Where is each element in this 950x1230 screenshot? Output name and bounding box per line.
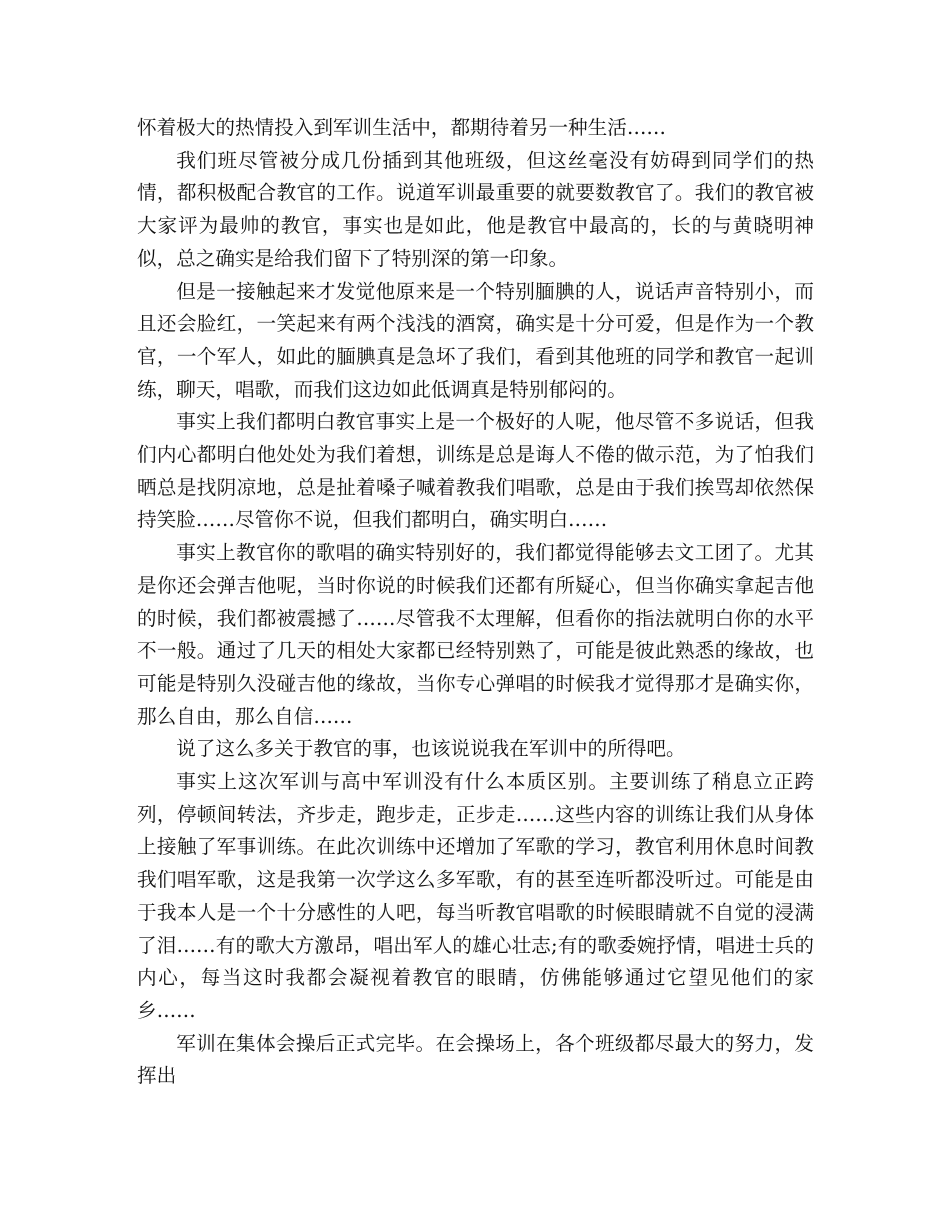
paragraph: 说了这么多关于教官的事，也该说说我在军训中的所得吧。 (176, 737, 686, 761)
paragraph: 事实上我们都明白教官事实上是一个极好的人呢，他尽管不多说话，但我们内心都明白他处处为我们着想，训练是总是诲人不倦的做示范，为了怕我们晒总是找阴凉地，总是扯着嗓子喊着教我们唱歌，总是由于我们挨骂却依然保持笑脸……尽管你不说，但我们都明白，确实明白…… (137, 410, 814, 532)
paragraph: 我们班尽管被分成几份插到其他班级，但这丝毫没有妨碍到同学们的热情，都积极配合教官的工作。说道军训最重要的就要数教官了。我们的教官被大家评为最帅的教官，事实也是如此，他是教官中最高的，长的与黄晓明神似，总之确实是给我们留下了特别深的第一印象。 (137, 148, 814, 270)
paragraph: 事实上这次军训与高中军训没有什么本质区别。主要训练了稍息立正跨列，停顿间转法，齐步走，跑步走，正步走……这些内容的训练让我们从身体上接触了军事训练。在此次训练中还增加了军歌的学习，教官利用休息时间教我们唱军歌，这是我第一次学这么多军歌，有的甚至连听都没听过。可能是由于我本人是一个十分感性的人吧，每当听教官唱歌的时候眼睛就不自觉的浸满了泪……有的歌大方激昂，唱出军人的雄心壮志;有的歌委婉抒情，唱进士兵的内心，每当这时我都会凝视着教官的眼睛，仿佛能够通过它望见他们的家乡…… (137, 770, 814, 1022)
paragraph: 事实上教官你的歌唱的确实特别好的，我们都觉得能够去文工团了。尤其是你还会弹吉他呢，当时你说的时候我们还都有所疑心，但当你确实拿起吉他的时候，我们都被震撼了……尽管我不太理解，但看你的指法就明白你的水平不一般。通过了几天的相处大家都已经特别熟了，可能是彼此熟悉的缘故，也可能是特别久没碰吉他的缘故，当你专心弹唱的时候我才觉得那才是确实你，那么自由，那么自信…… (137, 541, 814, 728)
paragraph-continued: 怀着极大的热情投入到军训生活中，都期待着另一种生活…… (137, 116, 667, 139)
paragraph: 军训在集体会操后正式完毕。在会操场上，各个班级都尽最大的努力，发挥出 (137, 1031, 814, 1088)
document-body (137, 112, 814, 1093)
paragraph: 但是一接触起来才发觉他原来是一个特别腼腆的人，说话声音特别小，而且还会脸红，一笑起来有两个浅浅的酒窝，确实是十分可爱，但是作为一个教官，一个军人，如此的腼腆真是急坏了我们，看到其他班的同学和教官一起训练，聊天，唱歌，而我们这边如此低调真是特别郁闷的。 (137, 279, 814, 401)
